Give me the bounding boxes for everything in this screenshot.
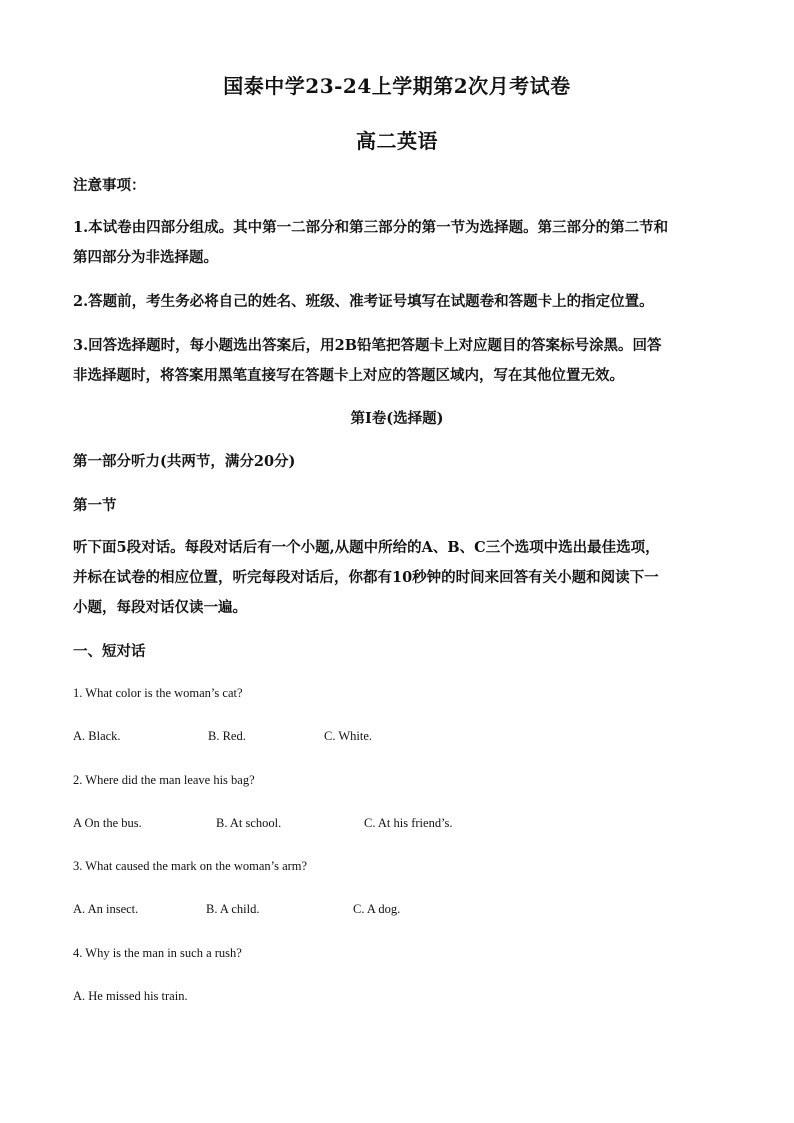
option-b: B. A child. [206, 902, 260, 916]
subsection-title: 一、短对话 [73, 643, 146, 660]
exam-title: 国泰中学23-24上学期第2次月考试卷 [223, 74, 571, 98]
instruction-line-2: 并标在试卷的相应位置，听完每段对话后，你都有10秒钟的时间来回答有关小题和阅读下一 [73, 569, 659, 586]
volume-heading: 第I卷(选择题) [350, 410, 444, 427]
question-stem: 1. What color is the woman’s cat? [73, 686, 243, 700]
option-c: C. A dog. [353, 902, 401, 916]
option-a: A. Black. [73, 729, 121, 743]
notice-item-2: 2.答题前，考生务必将自己的姓名、班级、准考证号填写在试题卷和答题卡上的指定位置。 [73, 293, 654, 310]
notice-item-1-cont: 第四部分为非选择题。 [73, 249, 218, 266]
instruction-line-1: 听下面5段对话。每段对话后有一个小题,从题中所给的A、B、C三个选项中选出最佳选项， [73, 539, 660, 556]
section-title: 第一节 [73, 497, 117, 514]
option-b: B. At school. [216, 816, 282, 830]
instruction-line-3: 小题，每段对话仅读一遍。 [73, 599, 247, 616]
notice-item-3-cont: 非选择题时，将答案用黑笔直接写在答题卡上对应的答题区域内，写在其他位置无效。 [73, 367, 624, 384]
option-a: A. He missed his train. [73, 989, 188, 1003]
notice-item-3: 3.回答选择题时，每小题选出答案后，用2B铅笔把答题卡上对应题目的答案标号涂黑。回答 [73, 337, 662, 354]
subject-title: 高二英语 [356, 129, 438, 153]
option-b: B. Red. [208, 729, 246, 743]
option-a: A. An insect. [73, 902, 139, 916]
option-c: C. At his friend’s. [364, 816, 453, 830]
notice-item-1: 1.本试卷由四部分组成。其中第一二部分和第三部分的第一节为选择题。第三部分的第二节和 [73, 219, 669, 236]
question-stem: 3. What caused the mark on the woman’s arm? [73, 859, 308, 873]
part1-title: 第一部分听力(共两节，满分20分) [73, 453, 296, 470]
question-stem: 4. Why is the man in such a rush? [73, 946, 242, 960]
question-stem: 2. Where did the man leave his bag? [73, 773, 255, 787]
option-a: A On the bus. [73, 816, 142, 830]
notice-heading: 注意事项： [73, 177, 146, 194]
option-c: C. White. [324, 729, 373, 743]
